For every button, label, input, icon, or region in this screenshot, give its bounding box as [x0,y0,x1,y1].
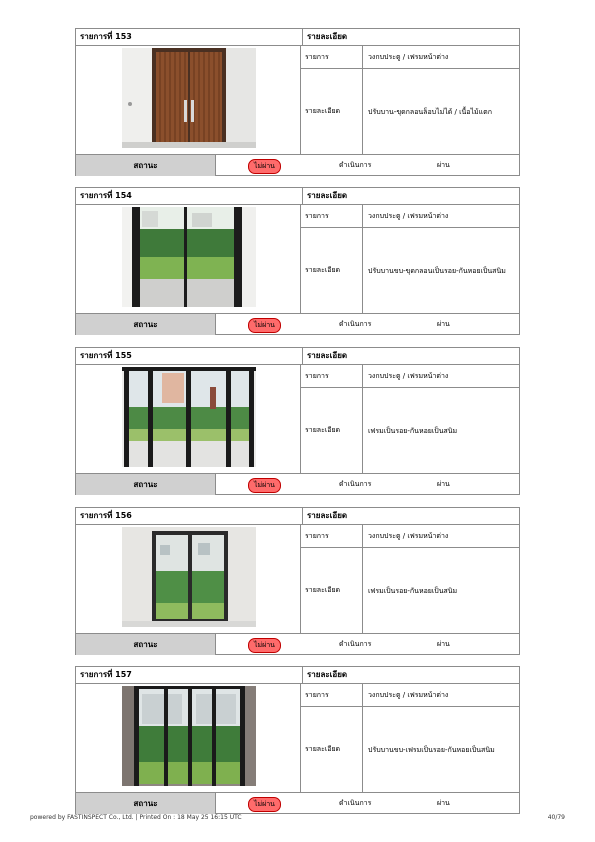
status-pass[interactable]: ผ่าน [437,640,450,648]
photo-area [76,46,300,154]
footer-page-number: 40/79 [547,814,565,821]
detail-row [301,69,520,154]
detail-label: รายละเอียด [301,69,363,154]
status-label: สถานะ [76,634,216,655]
card-header [76,667,519,684]
item-label: รายการ [301,525,363,547]
detail-header: รายละเอียด [302,508,525,524]
item-row [301,205,520,228]
item-value: วงกบประตู / เฟรมหน้าต่าง [368,532,449,540]
item-number: รายการที่ 155 [80,351,132,360]
status-label: สถานะ [76,474,216,495]
detail-grid [300,525,520,633]
photo-area [76,365,300,473]
detail-header: รายละเอียด [302,188,525,204]
status-label: สถานะ [76,793,216,814]
inspection-card-153 [75,28,520,176]
status-fail-badge[interactable]: ไม่ผ่าน [248,638,281,653]
detail-row [301,548,520,633]
item-number: รายการที่ 157 [80,670,132,679]
item-number: รายการที่ 154 [80,191,132,200]
detail-header: รายละเอียด [302,348,525,364]
detail-label: รายละเอียด [301,388,363,473]
item-value: วงกบประตู / เฟรมหน้าต่าง [368,691,449,699]
item-value: วงกบประตู / เฟรมหน้าต่าง [368,372,449,380]
item-label: รายการ [301,205,363,227]
detail-label: รายละเอียด [301,707,363,792]
item-row [301,684,520,707]
detail-grid [300,46,520,154]
inspection-card-154 [75,187,520,335]
item-value: วงกบประตู / เฟรมหน้าต่าง [368,53,449,61]
inspection-photo[interactable] [122,367,256,467]
item-row [301,46,520,69]
status-pass[interactable]: ผ่าน [437,799,450,807]
item-label: รายการ [301,46,363,68]
status-pass[interactable]: ผ่าน [437,320,450,328]
detail-grid [300,205,520,313]
status-in-progress[interactable]: ดำเนินการ [339,320,372,328]
item-number: รายการที่ 156 [80,511,132,520]
status-in-progress[interactable]: ดำเนินการ [339,640,372,648]
status-fail-badge[interactable]: ไม่ผ่าน [248,159,281,174]
item-row [301,525,520,548]
detail-label: รายละเอียด [301,228,363,313]
status-label: สถานะ [76,314,216,335]
item-number: รายการที่ 153 [80,32,132,41]
card-header [76,29,519,46]
detail-grid [300,684,520,792]
detail-value: เฟรมเป็นรอย-กันหอยเป็นสนิม [368,586,458,595]
photo-area [76,684,300,792]
status-row [76,313,519,335]
detail-header: รายละเอียด [302,667,525,683]
inspection-photo[interactable] [122,527,256,627]
card-header [76,508,519,525]
photo-area [76,525,300,633]
inspection-photo[interactable] [122,686,256,786]
status-row [76,792,519,814]
footer-printed-on: powered by FASTINSPECT Co., Ltd. | Printed On : 18 May 25 16:15 UTC [30,814,242,821]
detail-row [301,228,520,313]
item-value: วงกบประตู / เฟรมหน้าต่าง [368,212,449,220]
status-fail-badge[interactable]: ไม่ผ่าน [248,318,281,333]
detail-row [301,388,520,473]
status-pass[interactable]: ผ่าน [437,161,450,169]
card-header [76,348,519,365]
status-fail-badge[interactable]: ไม่ผ่าน [248,797,281,812]
status-row [76,473,519,495]
inspection-card-157 [75,666,520,814]
photo-area [76,205,300,313]
detail-label: รายละเอียด [301,548,363,633]
card-header [76,188,519,205]
status-label: สถานะ [76,155,216,176]
detail-value: ปรับบานขบ-ขุดกลอนเป็นรอย-กันหอยเป็นสนิม [368,266,506,275]
detail-value: ปรับบานขบ-เฟรมเป็นรอย-กันหอยเป็นสนิม [368,745,495,754]
inspection-photo[interactable] [122,207,256,307]
status-in-progress[interactable]: ดำเนินการ [339,480,372,488]
inspection-card-156 [75,507,520,655]
item-row [301,365,520,388]
status-row [76,154,519,176]
detail-value: ปรับบาน-ขุดกลอนล็อบไม่ได้ / เนื้อไม้แตก [368,107,492,116]
status-pass[interactable]: ผ่าน [437,480,450,488]
inspection-photo[interactable] [122,48,256,148]
detail-grid [300,365,520,473]
detail-row [301,707,520,792]
item-label: รายการ [301,684,363,706]
status-fail-badge[interactable]: ไม่ผ่าน [248,478,281,493]
detail-header: รายละเอียด [302,29,525,45]
status-in-progress[interactable]: ดำเนินการ [339,161,372,169]
inspection-card-155 [75,347,520,495]
status-in-progress[interactable]: ดำเนินการ [339,799,372,807]
status-row [76,633,519,655]
item-label: รายการ [301,365,363,387]
detail-value: เฟรมเป็นรอย-กันหอยเป็นสนิม [368,426,458,435]
